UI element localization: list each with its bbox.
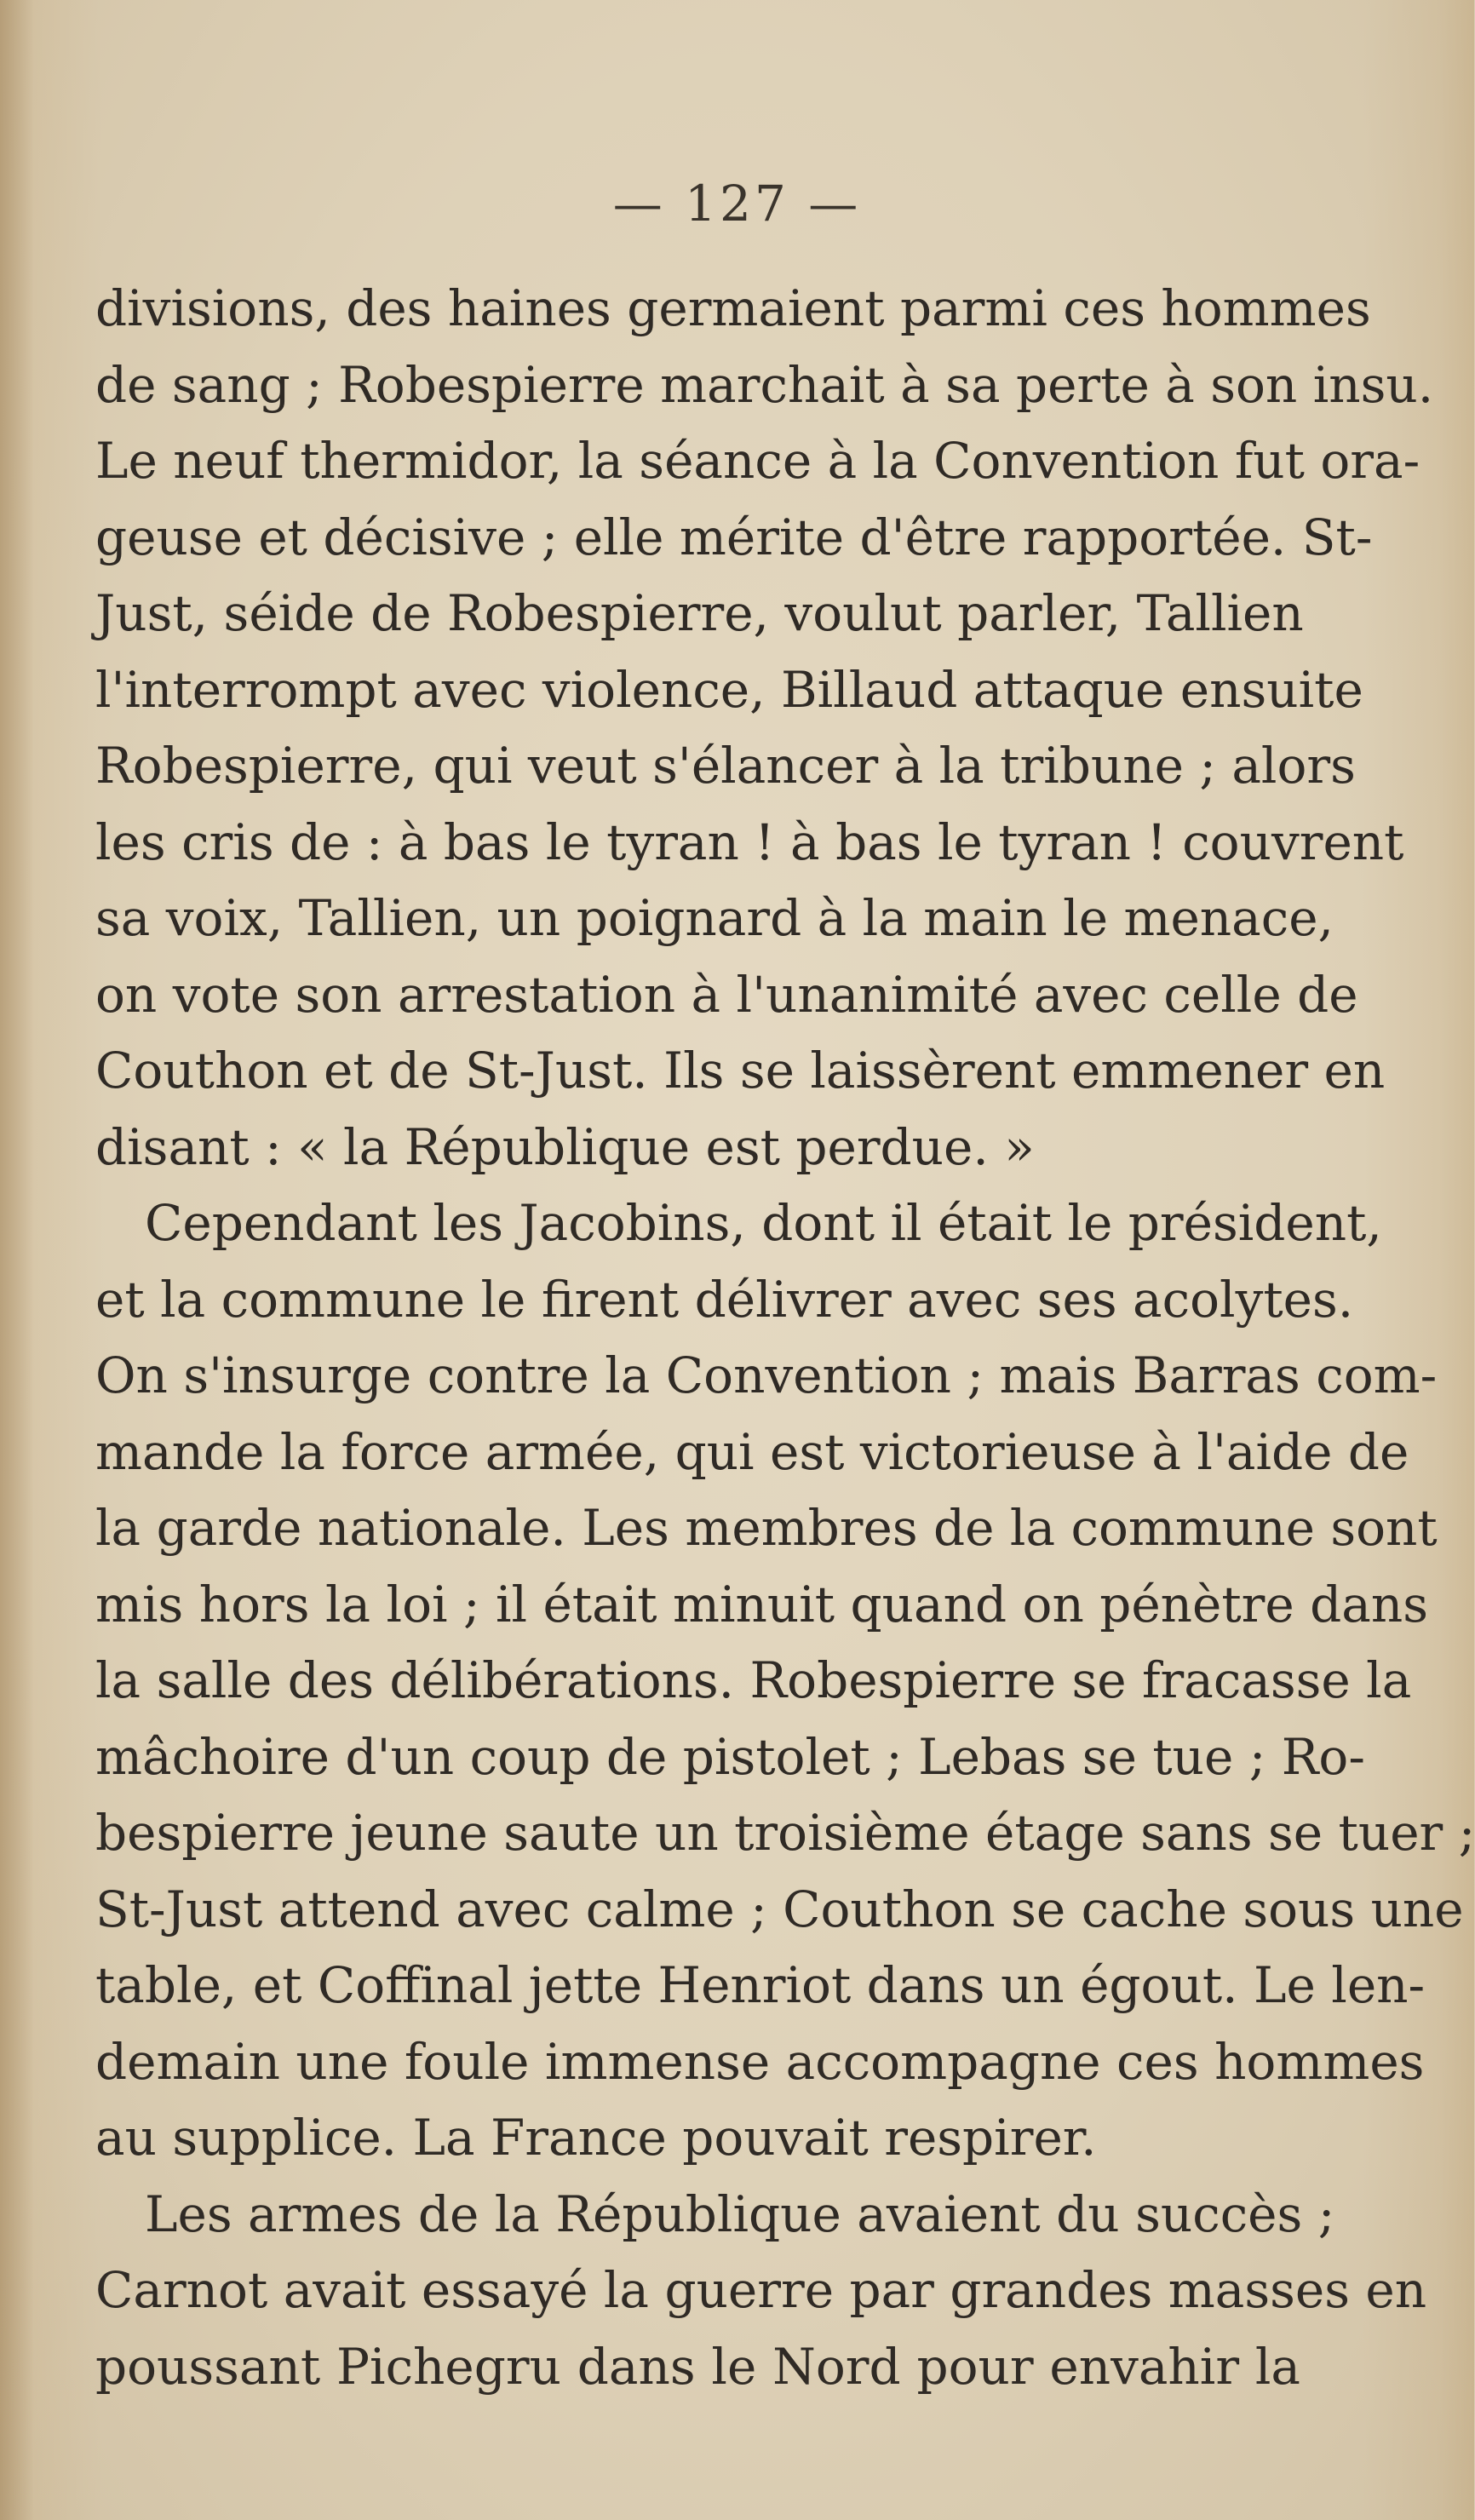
text-line: mande la force armée, qui est victorieuse à l'aide de (95, 1422, 1409, 1481)
text-line: On s'insurge contre la Convention ; mais Barras com- (95, 1346, 1438, 1404)
text-line: la salle des délibérations. Robespierre se fracasse la (95, 1651, 1412, 1709)
paragraph-start-line: Les armes de la République avaient du succès ; (145, 2184, 1335, 2243)
text-line: Robespierre, qui veut s'élancer à la tribune ; alors (95, 737, 1356, 795)
text-line: les cris de : à bas le tyran ! à bas le tyran ! couvrent (95, 812, 1404, 871)
text-line: l'interrompt avec violence, Billaud attaque ensuite (95, 660, 1363, 719)
text-line: demain une foule immense accompagne ces hommes (95, 2032, 1425, 2091)
text-line: bespierre jeune saute un troisième étage sans se tuer ; (95, 1804, 1475, 1862)
text-line: mâchoire d'un coup de pistolet ; Lebas se tue ; Ro- (95, 1727, 1365, 1786)
text-line: poussant Pichegru dans le Nord pour envahir la (95, 2337, 1300, 2396)
page-number: — 127 — (612, 175, 862, 232)
text-line: table, et Coffinal jette Henriot dans un égout. Le len- (95, 1956, 1426, 2014)
text-line: on vote son arrestation à l'unanimité avec celle de (95, 965, 1358, 1024)
text-line: divisions, des haines germaient parmi ces hommes (95, 279, 1371, 337)
text-line: de sang ; Robespierre marchait à sa perte à son insu. (95, 355, 1434, 414)
text-line: Just, séide de Robespierre, voulut parler, Tallien (95, 584, 1304, 642)
text-line: St-Just attend avec calme ; Couthon se cache sous une (95, 1880, 1464, 1938)
text-line: Couthon et de St-Just. Ils se laissèrent emmener en (95, 1042, 1386, 1099)
page-edge-shadow (0, 0, 34, 2520)
paragraph-end-line: disant : « la République est perdue. » (95, 1117, 1035, 1176)
text-line: Le neuf thermidor, la séance à la Convention fut ora- (95, 432, 1420, 490)
text-line: Carnot avait essayé la guerre par grandes masses en (95, 2261, 1427, 2319)
text-line: la garde nationale. Les membres de la commune sont (95, 1499, 1438, 1557)
text-line: et la commune le firent délivrer avec ses acolytes. (95, 1270, 1354, 1329)
body-text (95, 271, 1475, 2405)
text-line: mis hors la loi ; il était minuit quand on pénètre dans (95, 1575, 1428, 1633)
paragraph-end-line: au supplice. La France pouvait respirer. (95, 2109, 1097, 2167)
paragraph-start-line: Cependant les Jacobins, dont il était le président, (145, 1194, 1382, 1252)
text-line: sa voix, Tallien, un poignard à la main le menace, (95, 889, 1334, 947)
text-line: geuse et décisive ; elle mérite d'être rapportée. St- (95, 508, 1373, 566)
